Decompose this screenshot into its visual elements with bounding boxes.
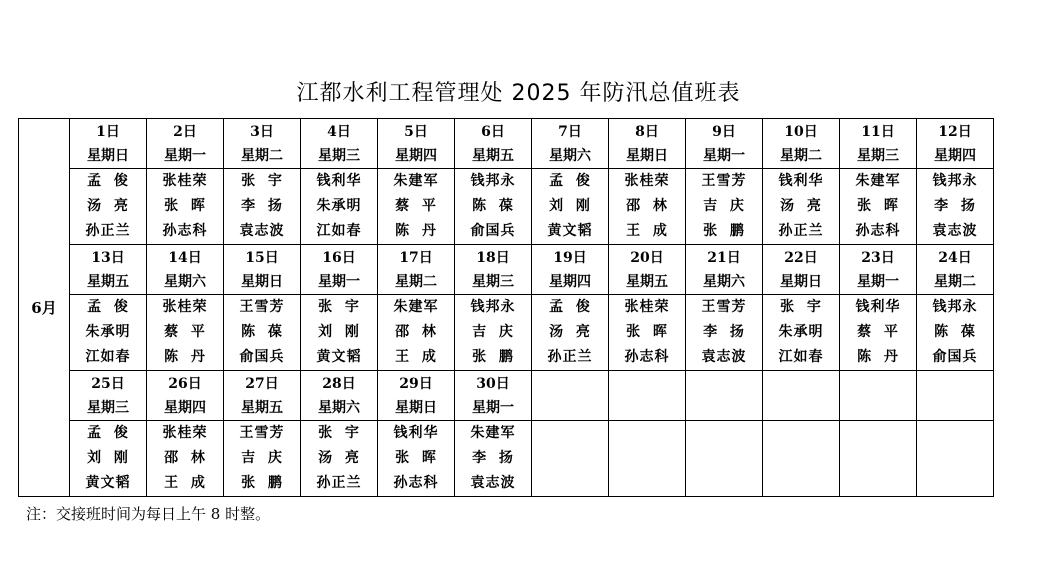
day-number: 11日 [861, 123, 895, 140]
duty-person: 张 宇 [780, 299, 822, 315]
day-header-cell [917, 371, 994, 421]
weekday-label: 星期五 [87, 273, 129, 290]
day-number: 20日 [630, 249, 664, 266]
duty-names-cell [70, 421, 147, 497]
day-number: 29日 [399, 375, 433, 392]
weekday-label: 星期一 [472, 399, 514, 416]
day-header-cell [301, 371, 378, 421]
duty-person: 钱利华 [316, 173, 362, 189]
weekday-label: 星期三 [857, 147, 899, 164]
day-number: 16日 [322, 249, 356, 266]
duty-person: 张 鹏 [703, 223, 745, 239]
weekday-label: 星期三 [87, 399, 129, 416]
duty-person: 孙正兰 [85, 223, 131, 239]
weekday-label: 星期日 [87, 147, 129, 164]
duty-names-cell [763, 421, 840, 497]
day-number: 13日 [91, 249, 125, 266]
duty-person: 孟 俊 [549, 173, 591, 189]
duty-person: 汤 亮 [87, 198, 129, 214]
day-header-cell [763, 119, 840, 169]
day-number: 15日 [245, 249, 279, 266]
duty-person: 王雪芳 [239, 425, 285, 441]
day-header-cell [147, 245, 224, 295]
day-header-cell [532, 119, 609, 169]
duty-person: 钱邦永 [470, 173, 516, 189]
duty-person: 袁志波 [470, 475, 516, 491]
duty-person: 黄文韬 [316, 349, 362, 365]
day-number: 1日 [96, 123, 120, 140]
duty-names-cell [378, 421, 455, 497]
day-number: 12日 [938, 123, 972, 140]
day-number: 6日 [481, 123, 505, 140]
duty-person: 王雪芳 [701, 173, 747, 189]
duty-names-cell [224, 421, 301, 497]
duty-person: 钱邦永 [470, 299, 516, 315]
duty-person: 王 成 [164, 475, 206, 491]
day-number: 8日 [635, 123, 659, 140]
duty-names-row [19, 169, 994, 245]
duty-person: 孟 俊 [549, 299, 591, 315]
duty-schedule-table [18, 118, 994, 497]
weekday-label: 星期二 [241, 147, 283, 164]
duty-person: 李 扬 [472, 450, 514, 466]
day-header-cell [378, 245, 455, 295]
duty-person: 王 成 [626, 223, 668, 239]
weekday-label: 星期一 [703, 147, 745, 164]
weekday-label: 星期五 [626, 273, 668, 290]
duty-names-cell [917, 421, 994, 497]
duty-person: 张 鹏 [241, 475, 283, 491]
duty-names-cell [532, 295, 609, 371]
duty-person: 陈 丹 [164, 349, 206, 365]
weekday-label: 星期日 [626, 147, 668, 164]
duty-names-cell [224, 169, 301, 245]
schedule-body [19, 119, 994, 497]
duty-names-row [19, 295, 994, 371]
duty-person: 刘 刚 [549, 198, 591, 214]
day-number: 17日 [399, 249, 433, 266]
duty-person: 钱邦永 [932, 299, 978, 315]
duty-person: 朱建军 [470, 425, 516, 441]
day-number: 4日 [327, 123, 351, 140]
day-header-cell [609, 245, 686, 295]
duty-names-cell [686, 295, 763, 371]
duty-names-cell [147, 169, 224, 245]
page-title: 江都水利工程管理处 2025 年防汛总值班表 [296, 81, 741, 106]
duty-person: 张桂荣 [624, 299, 670, 315]
duty-names-cell [455, 295, 532, 371]
day-number: 3日 [250, 123, 274, 140]
duty-person: 孙志科 [393, 475, 439, 491]
day-number: 21日 [707, 249, 741, 266]
duty-person: 陈 丹 [857, 349, 899, 365]
duty-person: 邵 林 [626, 198, 668, 214]
duty-names-cell [378, 169, 455, 245]
duty-person: 张桂荣 [162, 299, 208, 315]
duty-names-cell [917, 295, 994, 371]
weekday-label: 星期五 [472, 147, 514, 164]
weekday-label: 星期四 [549, 273, 591, 290]
duty-person: 江如春 [316, 223, 362, 239]
weekday-label: 星期二 [395, 273, 437, 290]
weekday-label: 星期四 [164, 399, 206, 416]
duty-names-cell [70, 295, 147, 371]
day-header-cell [70, 371, 147, 421]
day-number: 2日 [173, 123, 197, 140]
day-header-cell [609, 119, 686, 169]
weekday-label: 星期四 [934, 147, 976, 164]
duty-person: 朱承明 [778, 324, 824, 340]
duty-person: 吉 庆 [472, 324, 514, 340]
weekday-label: 星期六 [318, 399, 360, 416]
duty-person: 张 宇 [318, 425, 360, 441]
duty-person: 陈 葆 [934, 324, 976, 340]
duty-person: 蔡 平 [857, 324, 899, 340]
duty-person: 张 晖 [857, 198, 899, 214]
date-row [19, 371, 994, 421]
duty-names-cell [609, 169, 686, 245]
duty-person: 吉 庆 [703, 198, 745, 214]
duty-names-cell [763, 295, 840, 371]
day-header-cell [763, 245, 840, 295]
day-header-cell [224, 245, 301, 295]
duty-person: 孙正兰 [316, 475, 362, 491]
day-header-cell [147, 371, 224, 421]
duty-names-cell [840, 295, 917, 371]
weekday-label: 星期三 [472, 273, 514, 290]
day-header-cell [301, 119, 378, 169]
day-header-cell [532, 371, 609, 421]
weekday-label: 星期日 [241, 273, 283, 290]
duty-names-cell [455, 421, 532, 497]
duty-person: 江如春 [778, 349, 824, 365]
duty-names-cell [301, 169, 378, 245]
handover-note: 注：交接班时间为每日上午 8 时整。 [26, 505, 271, 523]
day-header-cell [917, 245, 994, 295]
day-number: 24日 [938, 249, 972, 266]
weekday-label: 星期六 [164, 273, 206, 290]
duty-person: 张 鹏 [472, 349, 514, 365]
duty-person: 朱建军 [393, 173, 439, 189]
duty-person: 袁志波 [239, 223, 285, 239]
duty-person: 李 扬 [241, 198, 283, 214]
weekday-label: 星期日 [395, 399, 437, 416]
day-header-cell [840, 245, 917, 295]
month-label: 6月 [19, 119, 70, 497]
day-number: 25日 [91, 375, 125, 392]
duty-names-cell [686, 169, 763, 245]
duty-names-cell [686, 421, 763, 497]
duty-person: 刘 刚 [87, 450, 129, 466]
duty-person: 王雪芳 [239, 299, 285, 315]
duty-person: 钱利华 [778, 173, 824, 189]
day-number: 18日 [476, 249, 510, 266]
weekday-label: 星期一 [164, 147, 206, 164]
weekday-label: 星期五 [241, 399, 283, 416]
weekday-label: 星期一 [857, 273, 899, 290]
duty-person: 邵 林 [164, 450, 206, 466]
day-header-cell [455, 119, 532, 169]
day-header-cell [70, 119, 147, 169]
duty-names-cell [840, 169, 917, 245]
duty-person: 朱建军 [393, 299, 439, 315]
day-number: 9日 [712, 123, 736, 140]
day-header-cell [917, 119, 994, 169]
duty-person: 钱利华 [855, 299, 901, 315]
duty-person: 朱承明 [85, 324, 131, 340]
duty-person: 孟 俊 [87, 425, 129, 441]
day-number: 23日 [861, 249, 895, 266]
duty-person: 张 晖 [395, 450, 437, 466]
day-number: 19日 [553, 249, 587, 266]
day-header-cell [686, 119, 763, 169]
duty-person: 钱邦永 [932, 173, 978, 189]
day-header-cell [686, 371, 763, 421]
duty-person: 李 扬 [703, 324, 745, 340]
duty-person: 汤 亮 [549, 324, 591, 340]
duty-names-cell [378, 295, 455, 371]
day-header-cell [378, 371, 455, 421]
duty-person: 朱承明 [316, 198, 362, 214]
duty-person: 孟 俊 [87, 173, 129, 189]
duty-person: 邵 林 [395, 324, 437, 340]
duty-person: 孙志科 [162, 223, 208, 239]
day-header-cell [609, 371, 686, 421]
day-header-cell [840, 371, 917, 421]
duty-names-cell [301, 295, 378, 371]
day-header-cell [224, 119, 301, 169]
day-header-cell [70, 245, 147, 295]
duty-person: 陈 丹 [395, 223, 437, 239]
duty-person: 孟 俊 [87, 299, 129, 315]
duty-person: 王 成 [395, 349, 437, 365]
date-row [19, 245, 994, 295]
date-row [19, 119, 994, 169]
duty-person: 王雪芳 [701, 299, 747, 315]
duty-person: 俞国兵 [239, 349, 285, 365]
duty-person: 蔡 平 [395, 198, 437, 214]
duty-names-cell [70, 169, 147, 245]
duty-person: 袁志波 [932, 223, 978, 239]
duty-person: 黄文韬 [85, 475, 131, 491]
duty-names-cell [455, 169, 532, 245]
duty-person: 俞国兵 [470, 223, 516, 239]
day-number: 10日 [784, 123, 818, 140]
duty-person: 张 晖 [626, 324, 668, 340]
weekday-label: 星期六 [703, 273, 745, 290]
duty-names-cell [763, 169, 840, 245]
day-header-cell [763, 371, 840, 421]
duty-names-cell [532, 169, 609, 245]
duty-person: 张桂荣 [624, 173, 670, 189]
duty-names-cell [917, 169, 994, 245]
day-number: 7日 [558, 123, 582, 140]
duty-person: 黄文韬 [547, 223, 593, 239]
weekday-label: 星期日 [780, 273, 822, 290]
duty-person: 孙正兰 [778, 223, 824, 239]
duty-person: 李 扬 [934, 198, 976, 214]
day-header-cell [378, 119, 455, 169]
duty-person: 孙志科 [855, 223, 901, 239]
duty-person: 张桂荣 [162, 425, 208, 441]
duty-names-cell [609, 295, 686, 371]
duty-names-cell [147, 295, 224, 371]
duty-person: 孙志科 [624, 349, 670, 365]
weekday-label: 星期二 [780, 147, 822, 164]
duty-person: 钱利华 [393, 425, 439, 441]
day-header-cell [301, 245, 378, 295]
weekday-label: 星期三 [318, 147, 360, 164]
day-number: 27日 [245, 375, 279, 392]
duty-person: 张 宇 [241, 173, 283, 189]
day-header-cell [686, 245, 763, 295]
duty-person: 袁志波 [701, 349, 747, 365]
weekday-label: 星期四 [395, 147, 437, 164]
duty-person: 吉 庆 [241, 450, 283, 466]
duty-names-row [19, 421, 994, 497]
duty-names-cell [301, 421, 378, 497]
day-header-cell [840, 119, 917, 169]
weekday-label: 星期二 [934, 273, 976, 290]
duty-person: 张桂荣 [162, 173, 208, 189]
day-number: 22日 [784, 249, 818, 266]
duty-person: 陈 葆 [241, 324, 283, 340]
duty-person: 陈 葆 [472, 198, 514, 214]
duty-names-cell [609, 421, 686, 497]
duty-person: 汤 亮 [318, 450, 360, 466]
day-number: 5日 [404, 123, 428, 140]
day-number: 14日 [168, 249, 202, 266]
duty-person: 张 宇 [318, 299, 360, 315]
weekday-label: 星期六 [549, 147, 591, 164]
day-number: 26日 [168, 375, 202, 392]
duty-person: 江如春 [85, 349, 131, 365]
duty-person: 蔡 平 [164, 324, 206, 340]
duty-person: 孙正兰 [547, 349, 593, 365]
day-header-cell [455, 245, 532, 295]
duty-person: 汤 亮 [780, 198, 822, 214]
duty-person: 朱建军 [855, 173, 901, 189]
day-header-cell [147, 119, 224, 169]
duty-names-cell [840, 421, 917, 497]
day-header-cell [455, 371, 532, 421]
duty-person: 张 晖 [164, 198, 206, 214]
weekday-label: 星期一 [318, 273, 360, 290]
duty-names-cell [147, 421, 224, 497]
duty-person: 俞国兵 [932, 349, 978, 365]
duty-names-cell [532, 421, 609, 497]
day-number: 30日 [476, 375, 510, 392]
duty-person: 刘 刚 [318, 324, 360, 340]
day-header-cell [224, 371, 301, 421]
day-number: 28日 [322, 375, 356, 392]
day-header-cell [532, 245, 609, 295]
duty-names-cell [224, 295, 301, 371]
